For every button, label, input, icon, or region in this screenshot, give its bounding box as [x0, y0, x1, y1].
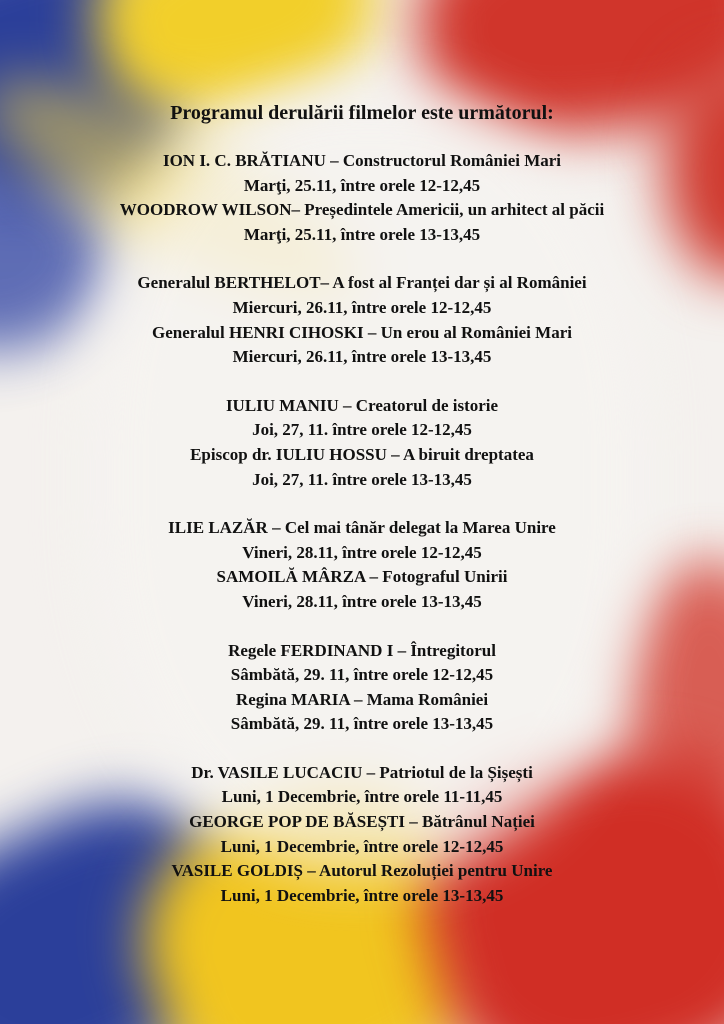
film-title: Regina MARIA – Mama României	[235, 689, 489, 709]
program-group-6	[0, 761, 724, 909]
film-schedule: Joi, 27, 11. între orele 13-13,45	[252, 469, 472, 489]
film-title: Generalul BERTHELOT– A fost al Franței dar și al României	[137, 273, 587, 293]
film-title: WOODROW WILSON– Președintele Americii, un arhitect al păcii	[119, 200, 605, 220]
film-schedule: Miercuri, 26.11, între orele 13-13,45	[232, 347, 492, 367]
film-title: Regele FERDINAND I – Întregitorul	[228, 640, 496, 660]
film-schedule: Sâmbătă, 29. 11, între orele 12-12,45	[230, 665, 494, 685]
film-schedule: Sâmbătă, 29. 11, între orele 13-13,45	[230, 714, 494, 734]
film-schedule: Miercuri, 26.11, între orele 12-12,45	[232, 297, 492, 317]
film-schedule: Luni, 1 Decembrie, între orele 11-11,45	[221, 787, 503, 807]
film-schedule: Vineri, 28.11, între orele 12-12,45	[242, 542, 482, 562]
program-heading: Programul derulării filmelor este următorul:	[170, 102, 554, 124]
program-group-5	[0, 639, 724, 737]
program-group-1	[0, 149, 724, 247]
film-title: Dr. VASILE LUCACIU – Patriotul de la Șișești	[191, 762, 533, 782]
film-title: ION I. C. BRĂTIANU – Constructorul României Mari	[162, 151, 562, 170]
film-schedule: Luni, 1 Decembrie, între orele 13-13,45	[220, 885, 504, 905]
film-title: Generalul HENRI CIHOSKI – Un erou al României Mari	[152, 322, 572, 342]
film-title: IULIU MANIU – Creatorul de istorie	[225, 395, 499, 415]
film-title: VASILE GOLDIȘ – Autorul Rezoluției pentru Unire	[171, 861, 553, 881]
program-content	[0, 100, 724, 932]
program-group-3	[0, 394, 724, 492]
film-title: Episcop dr. IULIU HOSSU – A biruit dreptatea	[190, 444, 534, 464]
film-schedule: Joi, 27, 11. între orele 12-12,45	[252, 420, 472, 440]
film-schedule: Marţi, 25.11, între orele 12-12,45	[243, 175, 481, 195]
film-schedule: Vineri, 28.11, între orele 13-13,45	[242, 591, 482, 611]
film-title: ILIE LAZĂR – Cel mai tânăr delegat la Marea Unire	[168, 518, 556, 538]
film-schedule: Luni, 1 Decembrie, între orele 12-12,45	[220, 836, 504, 856]
film-title: SAMOILĂ MÂRZA – Fotograful Unirii	[216, 567, 508, 587]
program-group-4	[0, 516, 724, 614]
film-schedule: Marţi, 25.11, între orele 13-13,45	[243, 224, 481, 244]
program-group-2	[0, 271, 724, 369]
film-title: GEORGE POP DE BĂSEȘTI – Bătrânul Nației	[189, 812, 535, 832]
